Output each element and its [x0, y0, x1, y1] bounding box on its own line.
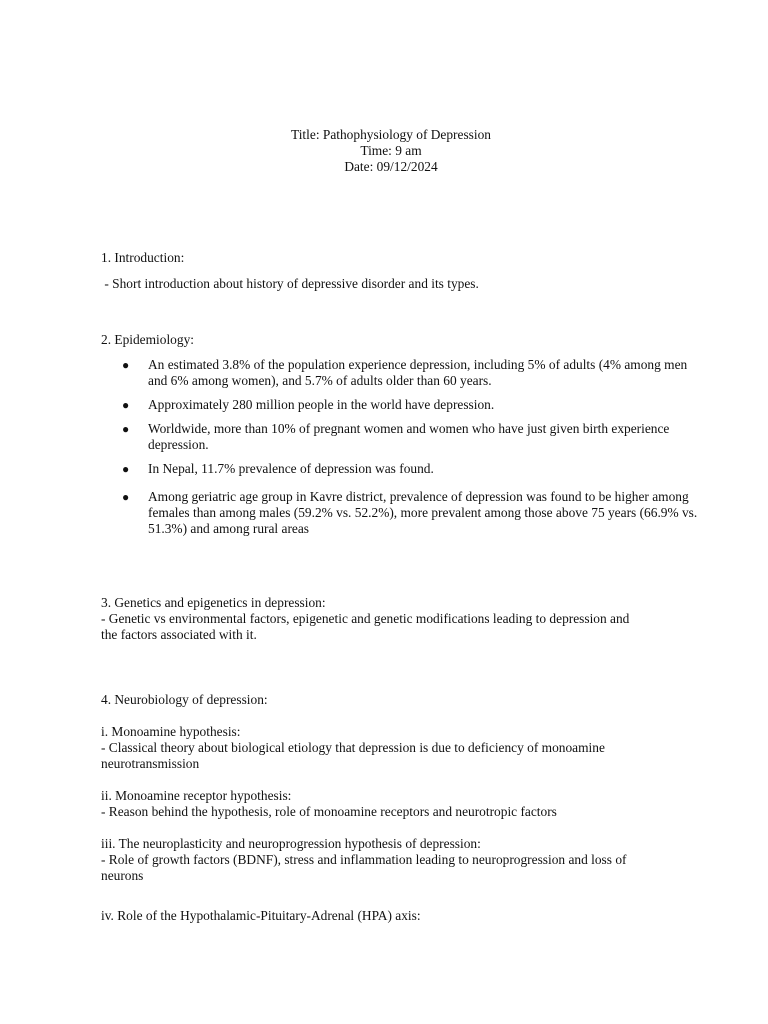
subsection-heading: ii. Monoamine receptor hypothesis: [101, 788, 292, 803]
subsection-heading: i. Monoamine hypothesis: [101, 724, 241, 739]
document-title: Title: Pathophysiology of Depression [291, 127, 491, 142]
epidemiology-bullet-list [101, 357, 701, 537]
document-time: Time: 9 am [360, 143, 422, 158]
list-item: ● Worldwide, more than 10% of pregnant women and women who have just given birth experience depression. [122, 421, 670, 452]
list-item: ● In Nepal, 11.7% prevalence of depression was found. [122, 461, 434, 476]
document-date: Date: 09/12/2024 [344, 159, 438, 174]
subsection-text: - Role of growth factors (BDNF), stress and inflammation leading to neuroprogression and loss of neurons [101, 852, 627, 883]
bullet-icon: ● [122, 358, 130, 372]
document-header [0, 127, 768, 175]
section-text: - Genetic vs environmental factors, epigenetic and genetic modifications leading to depression and the factors associated with it. [101, 611, 630, 642]
bullet-icon: ● [122, 462, 130, 476]
bullet-icon: ● [122, 398, 130, 412]
section-heading: 2. Epidemiology: [101, 332, 194, 347]
section-introduction [101, 250, 681, 292]
subsection-text: - Classical theory about biological etiology that depression is due to deficiency of monoamine neurotransmission [101, 740, 605, 771]
subsection-heading: iv. Role of the Hypothalamic-Pituitary-Adrenal (HPA) axis: [101, 908, 421, 923]
section-epidemiology-heading [101, 332, 681, 348]
section-heading: 1. Introduction: [101, 250, 185, 265]
bullet-icon: ● [122, 422, 130, 436]
section-text: - Short introduction about history of depressive disorder and its types. [101, 276, 479, 291]
bullet-icon: ● [122, 490, 130, 504]
list-item: ● An estimated 3.8% of the population experience depression, including 5% of adults (4% among men and 6% among women), and 5.7% of adults older than 60 years. [122, 357, 688, 388]
section-neurobiology [101, 692, 646, 924]
section-heading: 4. Neurobiology of depression: [101, 692, 268, 707]
section-heading: 3. Genetics and epigenetics in depression: [101, 595, 326, 610]
list-item: ● Approximately 280 million people in the world have depression. [122, 397, 495, 412]
section-genetics [101, 595, 636, 643]
subsection-text: - Reason behind the hypothesis, role of monoamine receptors and neurotropic factors [101, 804, 557, 819]
list-item: ● Among geriatric age group in Kavre district, prevalence of depression was found to be higher among females than among males (59.2% vs. 52.2%), more prevalent among those above 75 years (66.9% vs. 51.3%) and among rural areas [122, 489, 698, 536]
subsection-heading: iii. The neuroplasticity and neuroprogression hypothesis of depression: [101, 836, 481, 851]
